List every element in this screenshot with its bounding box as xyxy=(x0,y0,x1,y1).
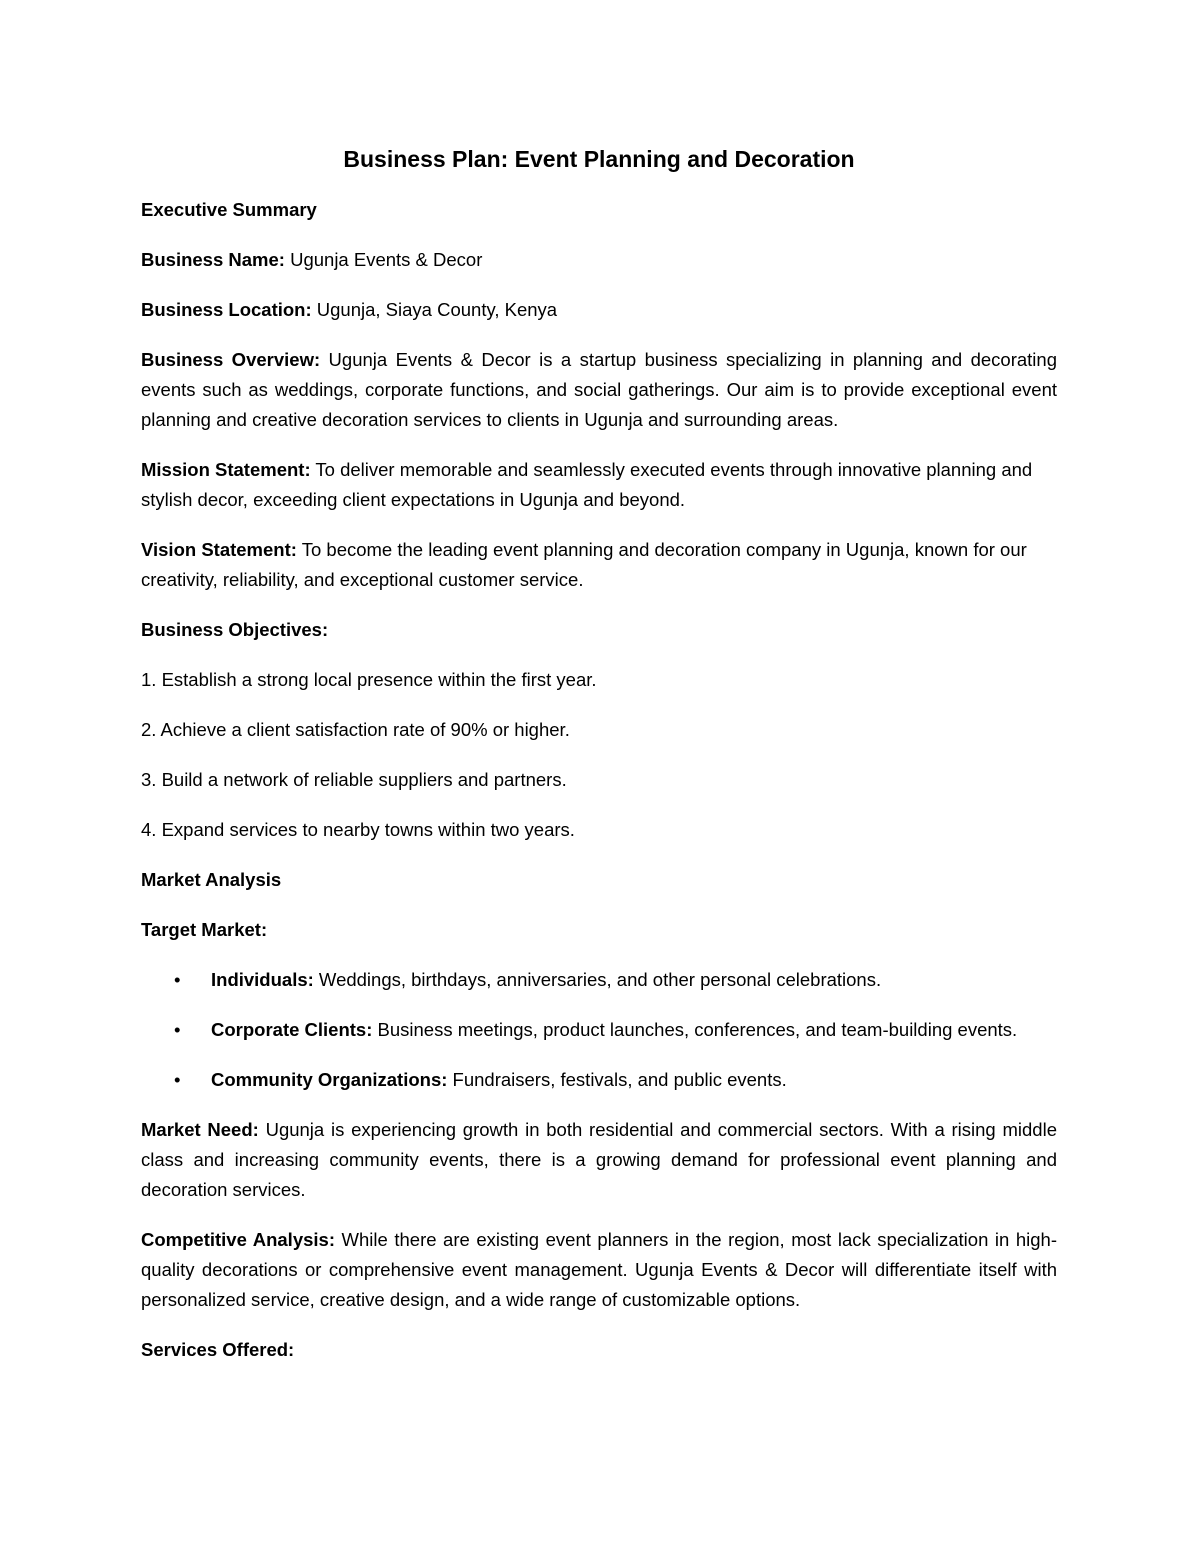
target-market-item-label: Community Organizations: xyxy=(211,1069,448,1090)
target-market-item xyxy=(141,1015,1057,1045)
competitive-analysis-label: Competitive Analysis: xyxy=(141,1229,335,1250)
target-market-heading: Target Market: xyxy=(141,919,268,940)
mission-statement-label: Mission Statement: xyxy=(141,459,311,480)
objective-item: 2. Achieve a client satisfaction rate of 90% or higher. xyxy=(141,719,570,740)
vision-statement-paragraph xyxy=(141,535,1057,595)
competitive-analysis-text: While there are existing event planners in the region, most lack specialization in high-quality decorations or comprehensive event management. Ugunja Events & Decor will differentiate itself with personalized service, creative design, and a wide range of customizable options. xyxy=(141,1229,1057,1310)
business-name-label: Business Name: xyxy=(141,249,285,270)
business-objectives-heading: Business Objectives: xyxy=(141,619,329,640)
target-market-item-text: Fundraisers, festivals, and public events. xyxy=(447,1069,787,1090)
market-need-text: Ugunja is experiencing growth in both residential and commercial sectors. With a rising middle class and increasing community events, there is a growing demand for professional event planning and decoration services. xyxy=(141,1119,1057,1200)
business-overview-text: Ugunja Events & Decor is a startup business specializing in planning and decorating events such as weddings, corporate functions, and social gatherings. Our aim is to provide exceptional event planning and creative decoration services to clients in Ugunja and surrounding areas. xyxy=(141,349,1057,430)
business-overview-paragraph xyxy=(141,345,1057,435)
mission-statement-text: To deliver memorable and seamlessly executed events through innovative planning and stylish decor, exceeding client expectations in Ugunja and beyond. xyxy=(141,459,1033,510)
document-body xyxy=(141,142,1057,1385)
target-market-item-text: Weddings, birthdays, anniversaries, and other personal celebrations. xyxy=(313,969,882,990)
vision-statement-label: Vision Statement: xyxy=(141,539,297,560)
market-need-paragraph xyxy=(141,1115,1057,1205)
target-market-list xyxy=(141,965,1057,1095)
target-market-item xyxy=(141,965,1057,995)
bullet-icon: • xyxy=(174,969,181,990)
business-overview-label: Business Overview: xyxy=(141,349,321,370)
target-market-item-label: Corporate Clients: xyxy=(211,1019,373,1040)
objective-item: 4. Expand services to nearby towns within two years. xyxy=(141,819,575,840)
target-market-item-text: Business meetings, product launches, conferences, and team-building events. xyxy=(372,1019,1018,1040)
services-offered-heading: Services Offered: xyxy=(141,1339,295,1360)
business-name-paragraph xyxy=(141,245,1057,275)
business-name-value: Ugunja Events & Decor xyxy=(284,249,483,270)
market-need-label: Market Need: xyxy=(141,1119,259,1140)
business-location-label: Business Location: xyxy=(141,299,312,320)
market-analysis-heading: Market Analysis xyxy=(141,869,282,890)
vision-statement-text: To become the leading event planning and decoration company in Ugunja, known for our creativity, reliability, and exceptional customer service. xyxy=(141,539,1027,590)
business-location-paragraph xyxy=(141,295,1057,325)
business-location-value: Ugunja, Siaya County, Kenya xyxy=(311,299,558,320)
bullet-icon: • xyxy=(174,1019,181,1040)
bullet-icon: • xyxy=(174,1069,181,1090)
target-market-item xyxy=(141,1065,1057,1095)
target-market-item-label: Individuals: xyxy=(211,969,314,990)
competitive-analysis-paragraph xyxy=(141,1225,1057,1315)
objective-item: 3. Build a network of reliable suppliers and partners. xyxy=(141,769,567,790)
mission-statement-paragraph xyxy=(141,455,1057,515)
objective-item: 1. Establish a strong local presence within the first year. xyxy=(141,669,597,690)
executive-summary-heading: Executive Summary xyxy=(141,199,317,220)
document-title: Business Plan: Event Planning and Decoration xyxy=(343,146,855,172)
